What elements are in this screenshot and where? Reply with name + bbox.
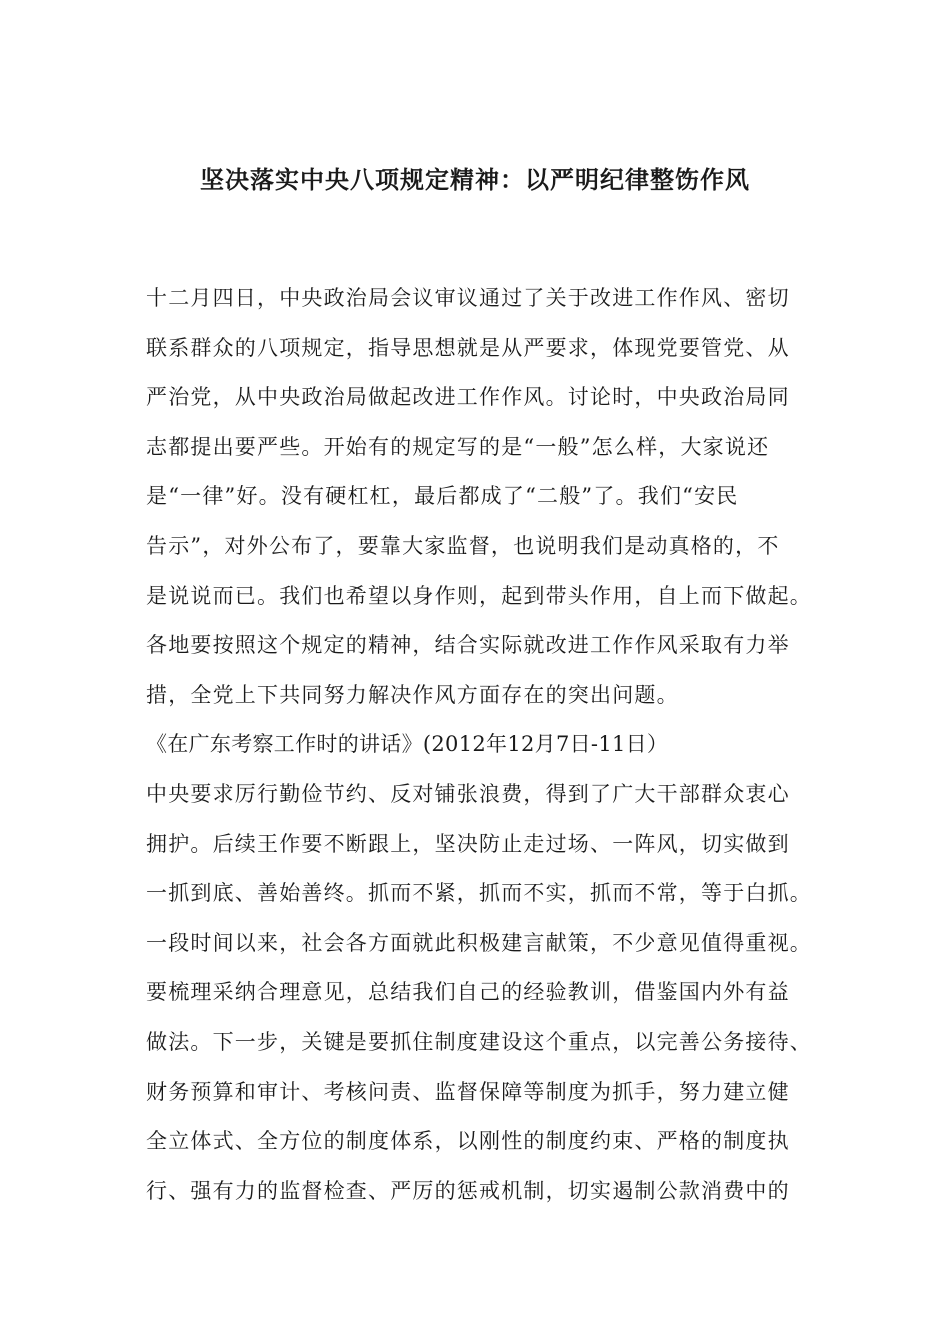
body-line: 各地要按照这个规定的精神，结合实际就改进工作作风采取有力举 — [146, 633, 790, 658]
body-line: 拥护。后续王作要不断跟上，坚决防止走过场、一阵风，切实做到 — [146, 831, 790, 856]
body-line: 志都提出要严些。开始有的规定写的是“一般”怎么样，大家说还 — [146, 434, 770, 459]
body-line: 联系群众的八项规定，指导思想就是从严要求，体现党要管党、从 — [146, 335, 790, 360]
body-line: 告示”，对外公布了，要靠大家监督，也说明我们是动真格的，不 — [146, 533, 780, 558]
body-line: 十二月四日，中央政治局会议审议通过了关于改进工作作风、密切 — [146, 286, 790, 310]
body-line: 财务预算和审计、考核问责、监督保障等制度为抓手，努力建立健 — [146, 1079, 790, 1104]
body-line: 严治党，从中央政治局做起改进工作作风。讨论时，中央政治局同 — [146, 385, 790, 410]
body-line: 一段时间以来，社会各方面就此积极建言献策，不少意见值得重视。 — [146, 930, 812, 955]
body-line: 是说说而已。我们也希望以身作则，起到带头作用，自上而下做起。 — [146, 583, 812, 608]
body-line: 是“一律”好。没有硬杠杠，最后都成了“二般”了。我们“安民 — [146, 484, 739, 509]
body-line: 全立体式、全方位的制度体系，以刚性的制度约束、严格的制度执 — [146, 1129, 790, 1154]
body-line: 措，全党上下共同努力解决作风方面存在的突出问题。 — [146, 682, 679, 707]
body-line: 行、强有力的监督检查、严厉的惩戒机制，切实遏制公款消费中的 — [146, 1178, 790, 1203]
document-body — [146, 274, 826, 1216]
body-line: 要梳理采纳合理意见，总结我们自己的经验教训，借鉴国内外有益 — [146, 980, 790, 1005]
body-line: 中央要求厉行勤俭节约、反对铺张浪费，得到了广大干部群众衷心 — [146, 781, 790, 806]
body-line: 一抓到底、善始善终。抓而不紧，抓而不实，抓而不常，等于白抓。 — [146, 881, 812, 906]
source-citation: 《在广东考察工作时的讲话》(2012年12月7日-11日） — [146, 732, 669, 757]
body-line: 做法。下一步，关键是要抓住制度建设这个重点，以完善公务接待、 — [146, 1029, 812, 1054]
document-title: 坚决落实中央八项规定精神：以严明纪律整饬作风 — [200, 165, 750, 194]
